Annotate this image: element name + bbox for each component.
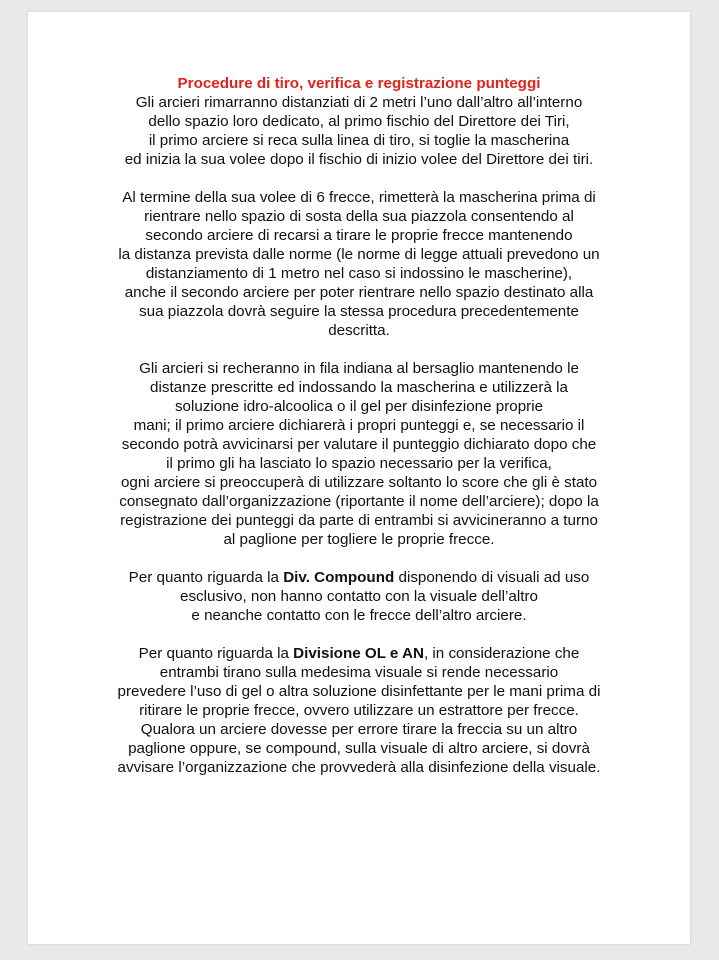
text-segment: disponendo di visuali ad uso [394, 569, 590, 586]
text-line: rientrare nello spazio di sosta della sua piazzola consentendo al [144, 208, 574, 225]
text-line: e neanche contatto con le frecce dell’altro arciere. [191, 607, 527, 624]
text-line: ogni arciere si preoccuperà di utilizzare soltanto lo score che gli è stato [120, 474, 598, 491]
document-page [28, 12, 690, 944]
paragraph-target-scoring [28, 359, 690, 549]
text-line: il primo gli ha lasciato lo spazio necessario per la verifica, [166, 455, 552, 472]
text-line: consegnato dall’organizzazione (riportante il nome dell’arciere); dopo la [119, 493, 599, 510]
document-title: Procedure di tiro, verifica e registrazione punteggi [177, 75, 541, 92]
text-line: la distanza prevista dalle norme (le norme di legge attuali prevedono un [118, 246, 600, 263]
text-segment: Per quanto riguarda la [138, 645, 294, 662]
text-line: ed inizia la sua volee dopo il fischio di inizio volee del Direttore dei tiri. [124, 151, 594, 168]
paragraph-end-of-volee [28, 188, 690, 340]
text-line: sua piazzola dovrà seguire la stessa procedura precedentemente [139, 303, 579, 320]
text-line: mani; il primo arciere dichiarerà i propri punteggi e, se necessario il [133, 417, 585, 434]
paragraph-shooting-procedure [28, 93, 690, 169]
document-body [28, 74, 690, 796]
text-line: Qualora un arciere dovesse per errore tirare la freccia su un altro [140, 721, 578, 738]
paragraph-ol-an-division [28, 644, 690, 777]
text-line: esclusivo, non hanno contatto con la visuale dell’altro [180, 588, 538, 605]
text-line: entrambi tirano sulla medesima visuale si rende necessario [159, 664, 559, 681]
text-line: al paglione per togliere le proprie frecce. [223, 531, 495, 548]
text-line: paglione oppure, se compound, sulla visuale di altro arciere, si dovrà [128, 740, 590, 757]
text-line: distanziamento di 1 metro nel caso si indossino le mascherine), [145, 265, 573, 282]
text-line: secondo potrà avvicinarsi per valutare il punteggio dichiarato dopo che [121, 436, 597, 453]
division-name-bold: Divisione OL e AN [293, 645, 424, 662]
text-line: Gli arcieri si recheranno in fila indiana al bersaglio mantenendo le [139, 360, 579, 377]
text-line: il primo arciere si reca sulla linea di tiro, si toglie la mascherina [148, 132, 570, 149]
text-line: avvisare l’organizzazione che provvederà alla disinfezione della visuale. [117, 759, 601, 776]
text-line: Al termine della sua volee di 6 frecce, rimetterà la mascherina prima di [122, 189, 596, 206]
text-line: registrazione dei punteggi da parte di entrambi si avvicineranno a turno [120, 512, 598, 529]
text-segment: , in considerazione che [423, 645, 580, 662]
text-line: anche il secondo arciere per poter rientrare nello spazio destinato alla [124, 284, 594, 301]
text-line: secondo arciere di recarsi a tirare le proprie frecce mantenendo [145, 227, 573, 244]
text-line: prevedere l’uso di gel o altra soluzione disinfettante per le mani prima di [117, 683, 601, 700]
text-line: descritta. [328, 322, 390, 339]
text-line: ritirare le proprie frecce, ovvero utilizzare un estrattore per frecce. [139, 702, 579, 719]
text-line [28, 568, 690, 587]
text-line: distanze prescritte ed indossando la mascherina e utilizzerà la [150, 379, 568, 396]
text-line: soluzione idro-alcoolica o il gel per disinfezione proprie [174, 398, 544, 415]
text-line: dello spazio loro dedicato, al primo fischio del Direttore dei Tiri, [148, 113, 570, 130]
division-name-bold: Div. Compound [283, 569, 395, 586]
text-segment: Per quanto riguarda la [128, 569, 284, 586]
paragraph-compound-division [28, 568, 690, 625]
text-line: Gli arcieri rimarranno distanziati di 2 metri l’uno dall’altro all’interno [135, 94, 583, 111]
text-line [28, 644, 690, 663]
